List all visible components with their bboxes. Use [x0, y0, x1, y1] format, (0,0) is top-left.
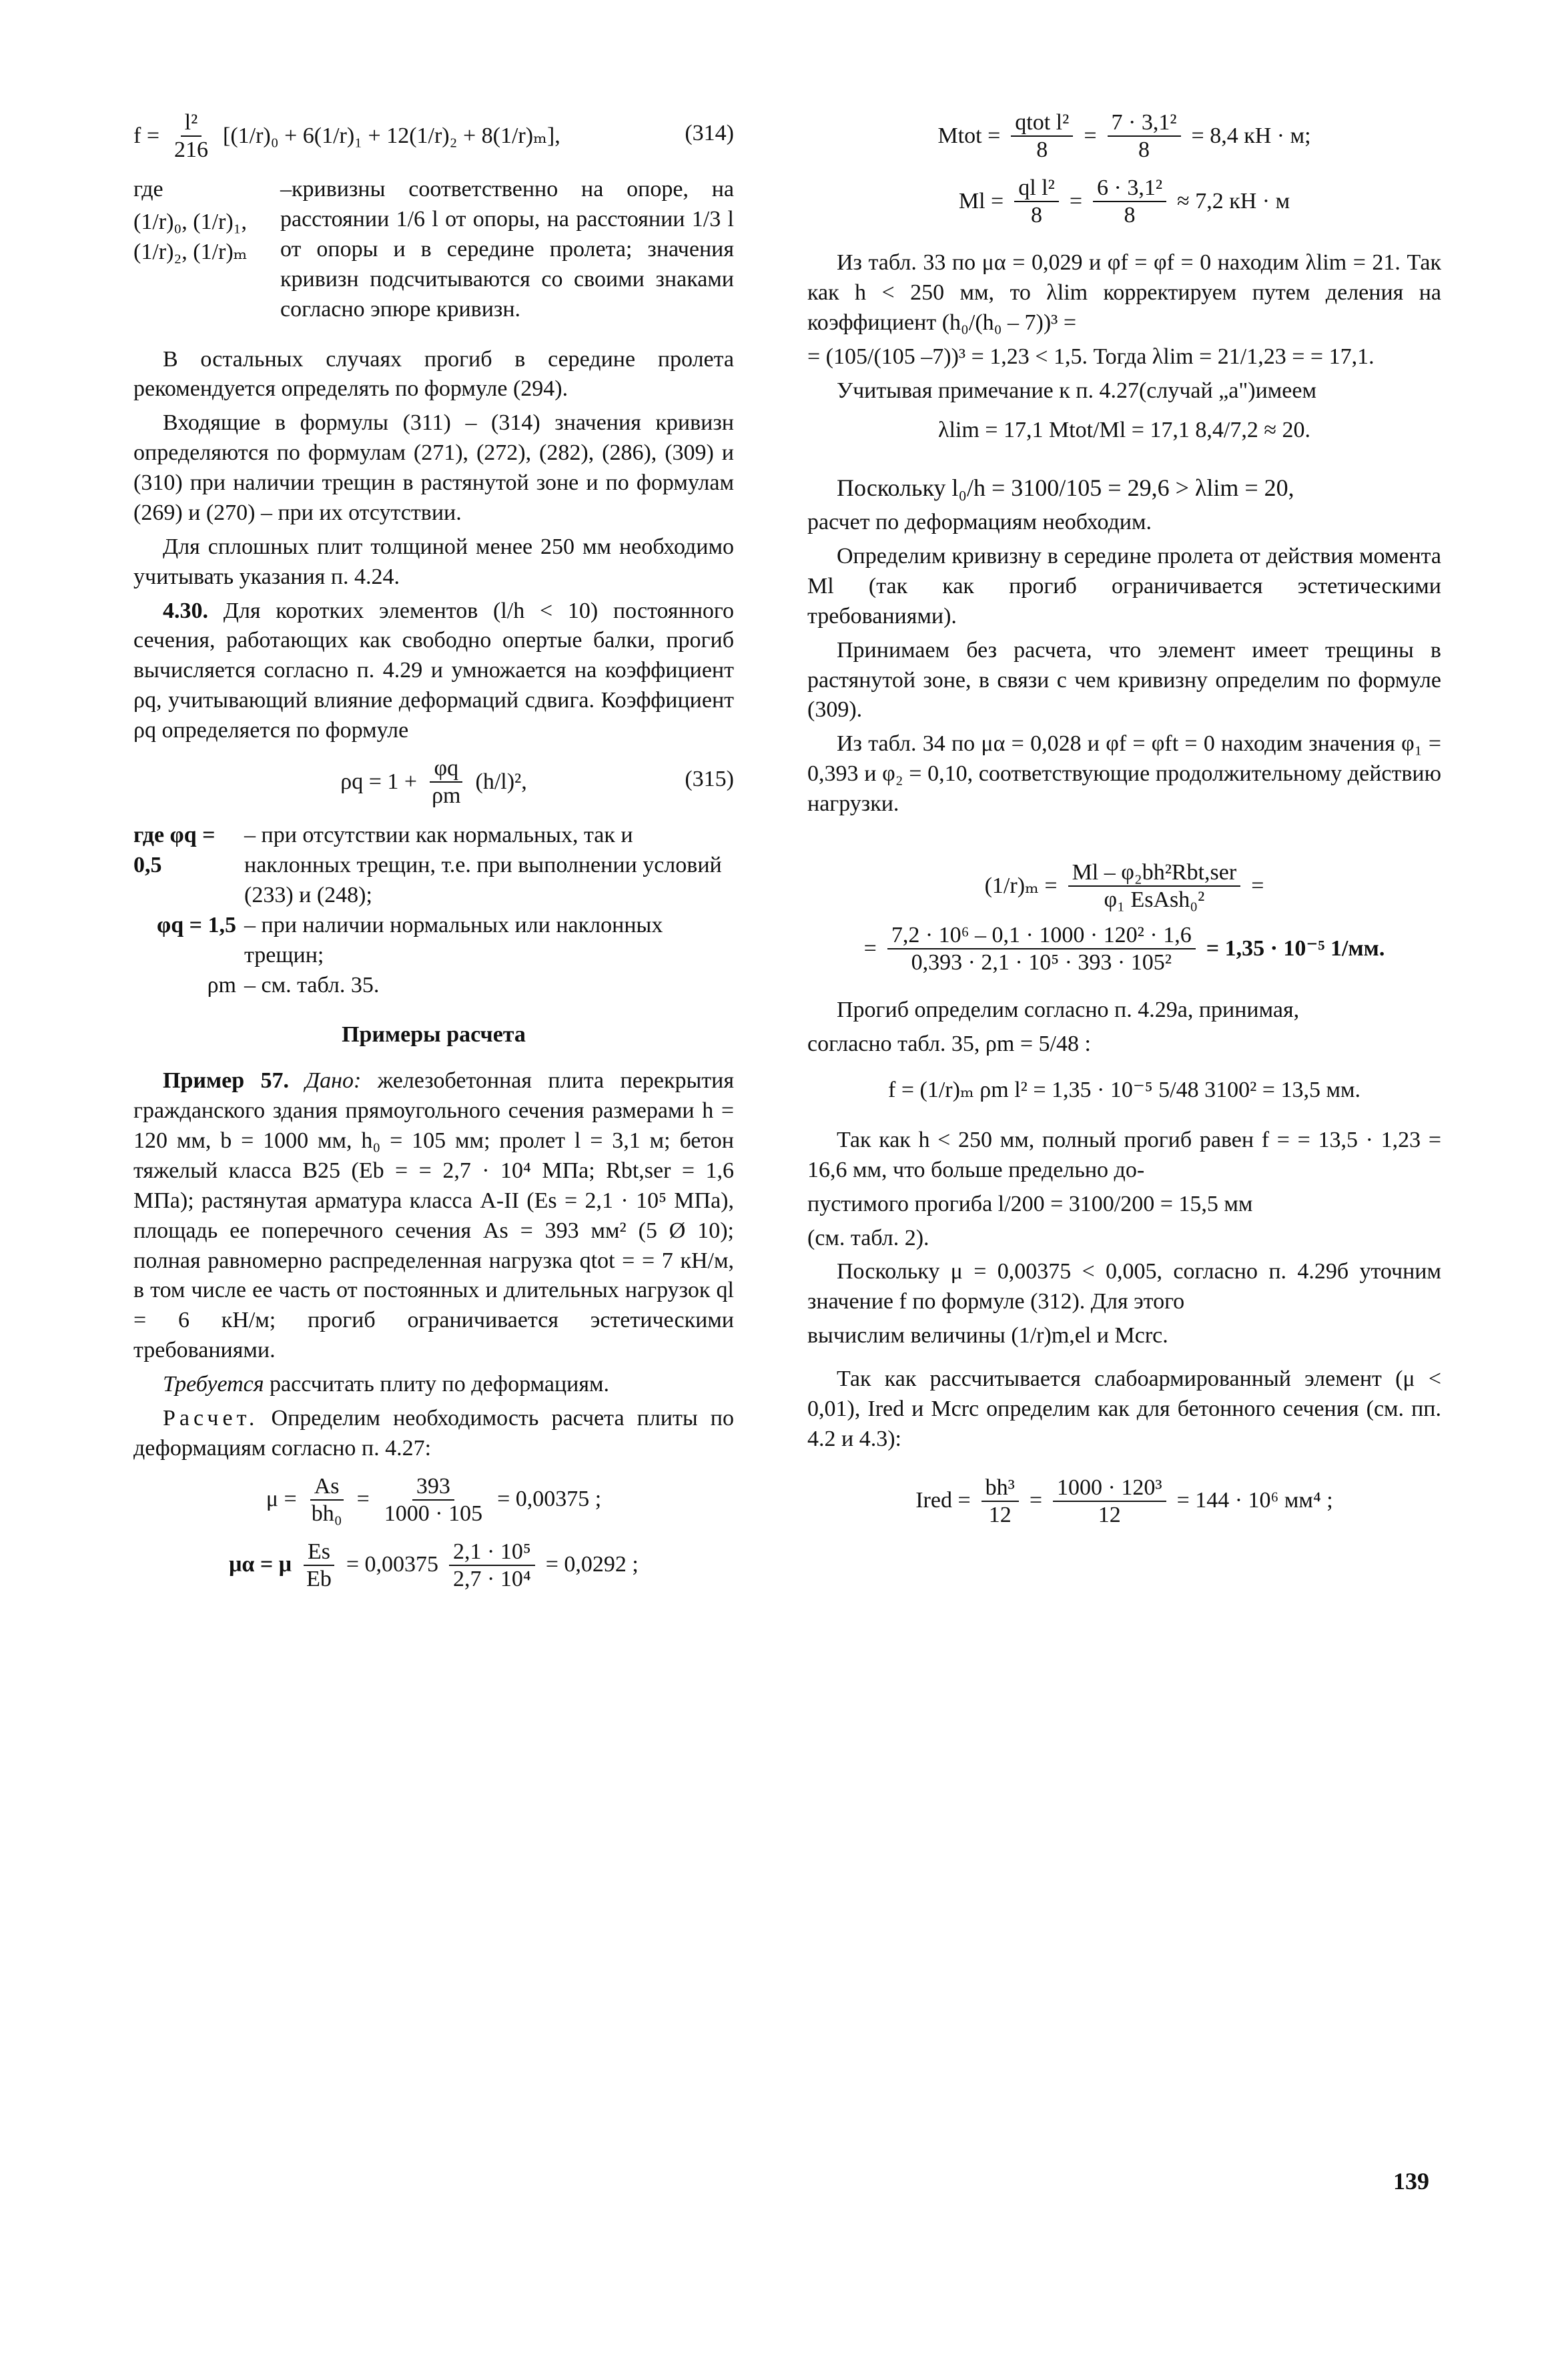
- definition-row: ρm – см. табл. 35.: [207, 972, 380, 998]
- right-column: [807, 100, 1441, 1540]
- equation-curvature: (1/r)ₘ = $\frac{\text{Ml – φ₂bh²Rbt,ser}}{\text{φ₁ EsAsh₀²}}$ = = $\frac{\text{7,2 · 10⁶ – 0,1 · 1000 · 120² · 1,6}}{\text{0,393 · 2,1 · 10⁵ · 393 · 105²}}$ = 1,35 · 10⁻⁵ 1/мм.: [863, 859, 1385, 975]
- where-text: –кривизны соответственно на опоре, на расстоянии 1/6 l от опоры, на расстоянии 1/3 l от опоры и в середине пролета; значения кривизн подсчитываются со своими знаками согласно эпюре кривизн.: [280, 177, 734, 322]
- calc-text: Расчет. Определим необходимость расчета плиты по деформациям согласно п. 4.27:: [133, 1405, 734, 1461]
- paragraph-5: Принимаем без расчета, что элемент имеет трещины в растянутой зоне, в связи с чем кривизну определим по формуле (309).: [807, 637, 1441, 723]
- paragraph-9: Поскольку μ = 0,00375 < 0,005, согласно п. 4.29б уточним значение f по формуле (312). Для этого: [807, 1259, 1441, 1314]
- paragraph-3: расчет по деформациям необходим.: [807, 510, 1152, 535]
- equation-ired: Ired = $\frac{\text{bh³}}{12}$ = $\frac{\text{1000 · 120³}}{12}$ = 144 · 10⁶ мм⁴ ;: [915, 1475, 1333, 1527]
- clause-number: 4.30.: [163, 598, 208, 623]
- paragraph-1: Из табл. 33 по μα = 0,029 и φf = φf = 0 находим λlim = 21. Так как h < 250 мм, то λlim корректируем путем деления на коэффициент (h₀/(h₀ – 7))³ =: [807, 250, 1441, 336]
- paragraph-7b: согласно табл. 35, ρm = 5/48 :: [807, 1032, 1091, 1057]
- definition-row: где φq = 0,5 – при отсутствии как нормальных, так и наклонных трещин, т.е. при выполнении условий (233) и (248);: [133, 823, 722, 907]
- section-heading: Примеры расчета: [342, 1022, 526, 1048]
- lambda-equation: λlim = 17,1 Mtot/Ml = 17,1 8,4/7,2 ≈ 20.: [937, 417, 1311, 442]
- paragraph-6: Из табл. 34 по μα = 0,028 и φf = φft = 0 находим значения φ₁ = 0,393 и φ₂ = 0,10, соответствующие продолжительному действию нагрузки.: [807, 731, 1441, 817]
- equation-mu: μ = $\frac{As}{\text{bh₀}}$ = $\frac{393}{1000 \cdot 105}$ = 0,00375 ;: [266, 1473, 602, 1526]
- where-word: где: [133, 177, 163, 202]
- curvature-definitions: [133, 175, 734, 328]
- paragraph-8b: (см. табл. 2).: [807, 1225, 929, 1250]
- paragraph-8: Так как h < 250 мм, полный прогиб равен f = = 13,5 · 1,23 = 16,6 мм, что больше предельно до-: [807, 1127, 1441, 1182]
- equation-314: [133, 109, 734, 163]
- paragraph-4: Определим кривизну в середине пролета от действия момента Ml (так как прогиб ограничивается эстетическими требованиями).: [807, 544, 1441, 629]
- where-symbols-2: (1/r)₂, (1/r)ₘ: [133, 239, 248, 264]
- eq314-terms: [(1/r)₀ + 6(1/r)₁ + 12(1/r)₂ + 8(1/r)ₘ],: [223, 123, 560, 148]
- deflection-equation: f = (1/r)ₘ ρm l² = 1,35 · 10⁻⁵ 5/48 3100² = 13,5 мм.: [888, 1078, 1360, 1103]
- paragraph-8-equation: пустимого прогиба l/200 = 3100/200 = 15,5 мм: [807, 1191, 1253, 1216]
- paragraph-9-equation: вычислим величины (1/r)m,el и Mcrc.: [807, 1323, 1168, 1348]
- required-text: Требуется рассчитать плиту по деформациям.: [163, 1372, 609, 1397]
- paragraph-10: Так как рассчитывается слабоармированный элемент (μ < 0,01), Ired и Mcrc определим как для бетонного сечения (см. пп. 4.2 и 4.3):: [807, 1366, 1441, 1451]
- phi-definitions: [133, 821, 734, 1000]
- example-57: Пример 57. Дано: железобетонная плита перекрытия гражданского здания прямоугольного сечения размерами h = 120 мм, b = 1000 мм, h₀ = 105 мм; пролет l = 3,1 м; бетон тяжелый класса В25 (Eb = = 2,7 · 10⁴ МПа; Rbt,ser = 1,6 МПа); растянутая арматура класса А-II (Es = 2,1 · 10⁵ МПа), площадь ее поперечного сечения As = 393 мм² (5 Ø 10); полная равномерно распределенная нагрузка qtot = = 7 кН/м, в том числе ее часть от постоянных и длительных нагрузок ql = 6 кН/м; прогиб ограничивается эстетическими требованиями.: [133, 1068, 735, 1363]
- eq314-fraction: $\frac{\text{l²}}{216}$: [174, 110, 208, 163]
- paragraph-1: В остальных случаях прогиб в середине пролета рекомендуется определять по формуле (294).: [133, 346, 734, 402]
- equation-mtot: Mtot = $\frac{\text{qtot l²}}{8}$ = $\frac{\text{7 · 3,1²}}{8}$ = 8,4 кН · м;: [937, 110, 1311, 163]
- eq314-number: (314): [685, 121, 734, 145]
- left-column: [133, 100, 734, 1604]
- where-symbols-1: (1/r)₀, (1/r)₁,: [133, 210, 248, 235]
- eq315-number: (315): [685, 766, 734, 791]
- paragraph-2: Учитывая примечание к п. 4.27(случай „а")имеем: [837, 378, 1316, 403]
- since-equation: Поскольку l₀/h = 3100/105 = 29,6 > λlim = 20,: [837, 474, 1294, 501]
- paragraph-4-30: 4.30. Для коротких элементов (l/h < 10) постоянного сечения, работающих как свободно опертые балки, прогиб вычисляется согласно п. 4.29 и умножается на коэффициент ρq, учитывающий влияние деформаций сдвига. Коэффициент ρq определяется по формуле: [133, 598, 734, 743]
- equation-315: ρq = 1 + $\frac{\varphi q}{\rho m}$ (h/l)², (315): [340, 755, 734, 809]
- paragraph-1-equation: = (105/(105 –7))³ = 1,23 < 1,5. Тогда λlim = 21/1,23 = = 17,1.: [807, 344, 1375, 369]
- paragraph-3: Для сплошных плит толщиной менее 250 мм необходимо учитывать указания п. 4.24.: [133, 534, 734, 589]
- paragraph-2: Входящие в формулы (311) – (314) значения кривизн определяются по формулам (271), (272), (282), (286), (309) и (310) при наличии трещин в растянутой зоне и по формулам (269) и (270) – при их отсутствии.: [133, 410, 734, 525]
- equation-mu-alpha: μα = μ $\frac{Es}{Eb}$ = 0,00375 $\frac{\text{2,1 · 10⁵}}{\text{2,7 · 10⁴}}$ = 0,0292 ;: [229, 1539, 639, 1591]
- paragraph-7: Прогиб определим согласно п. 4.29а, принимая,: [837, 998, 1300, 1023]
- page-number: 139: [1393, 2168, 1429, 2195]
- eq314-lhs: f =: [133, 123, 159, 148]
- definition-row: φq = 1,5 – при наличии нормальных или наклонных трещин;: [157, 912, 663, 967]
- equation-ml: Ml = $\frac{\text{ql l²}}{8}$ = $\frac{\text{6 · 3,1²}}{8}$ ≈ 7,2 кН · м: [958, 175, 1290, 228]
